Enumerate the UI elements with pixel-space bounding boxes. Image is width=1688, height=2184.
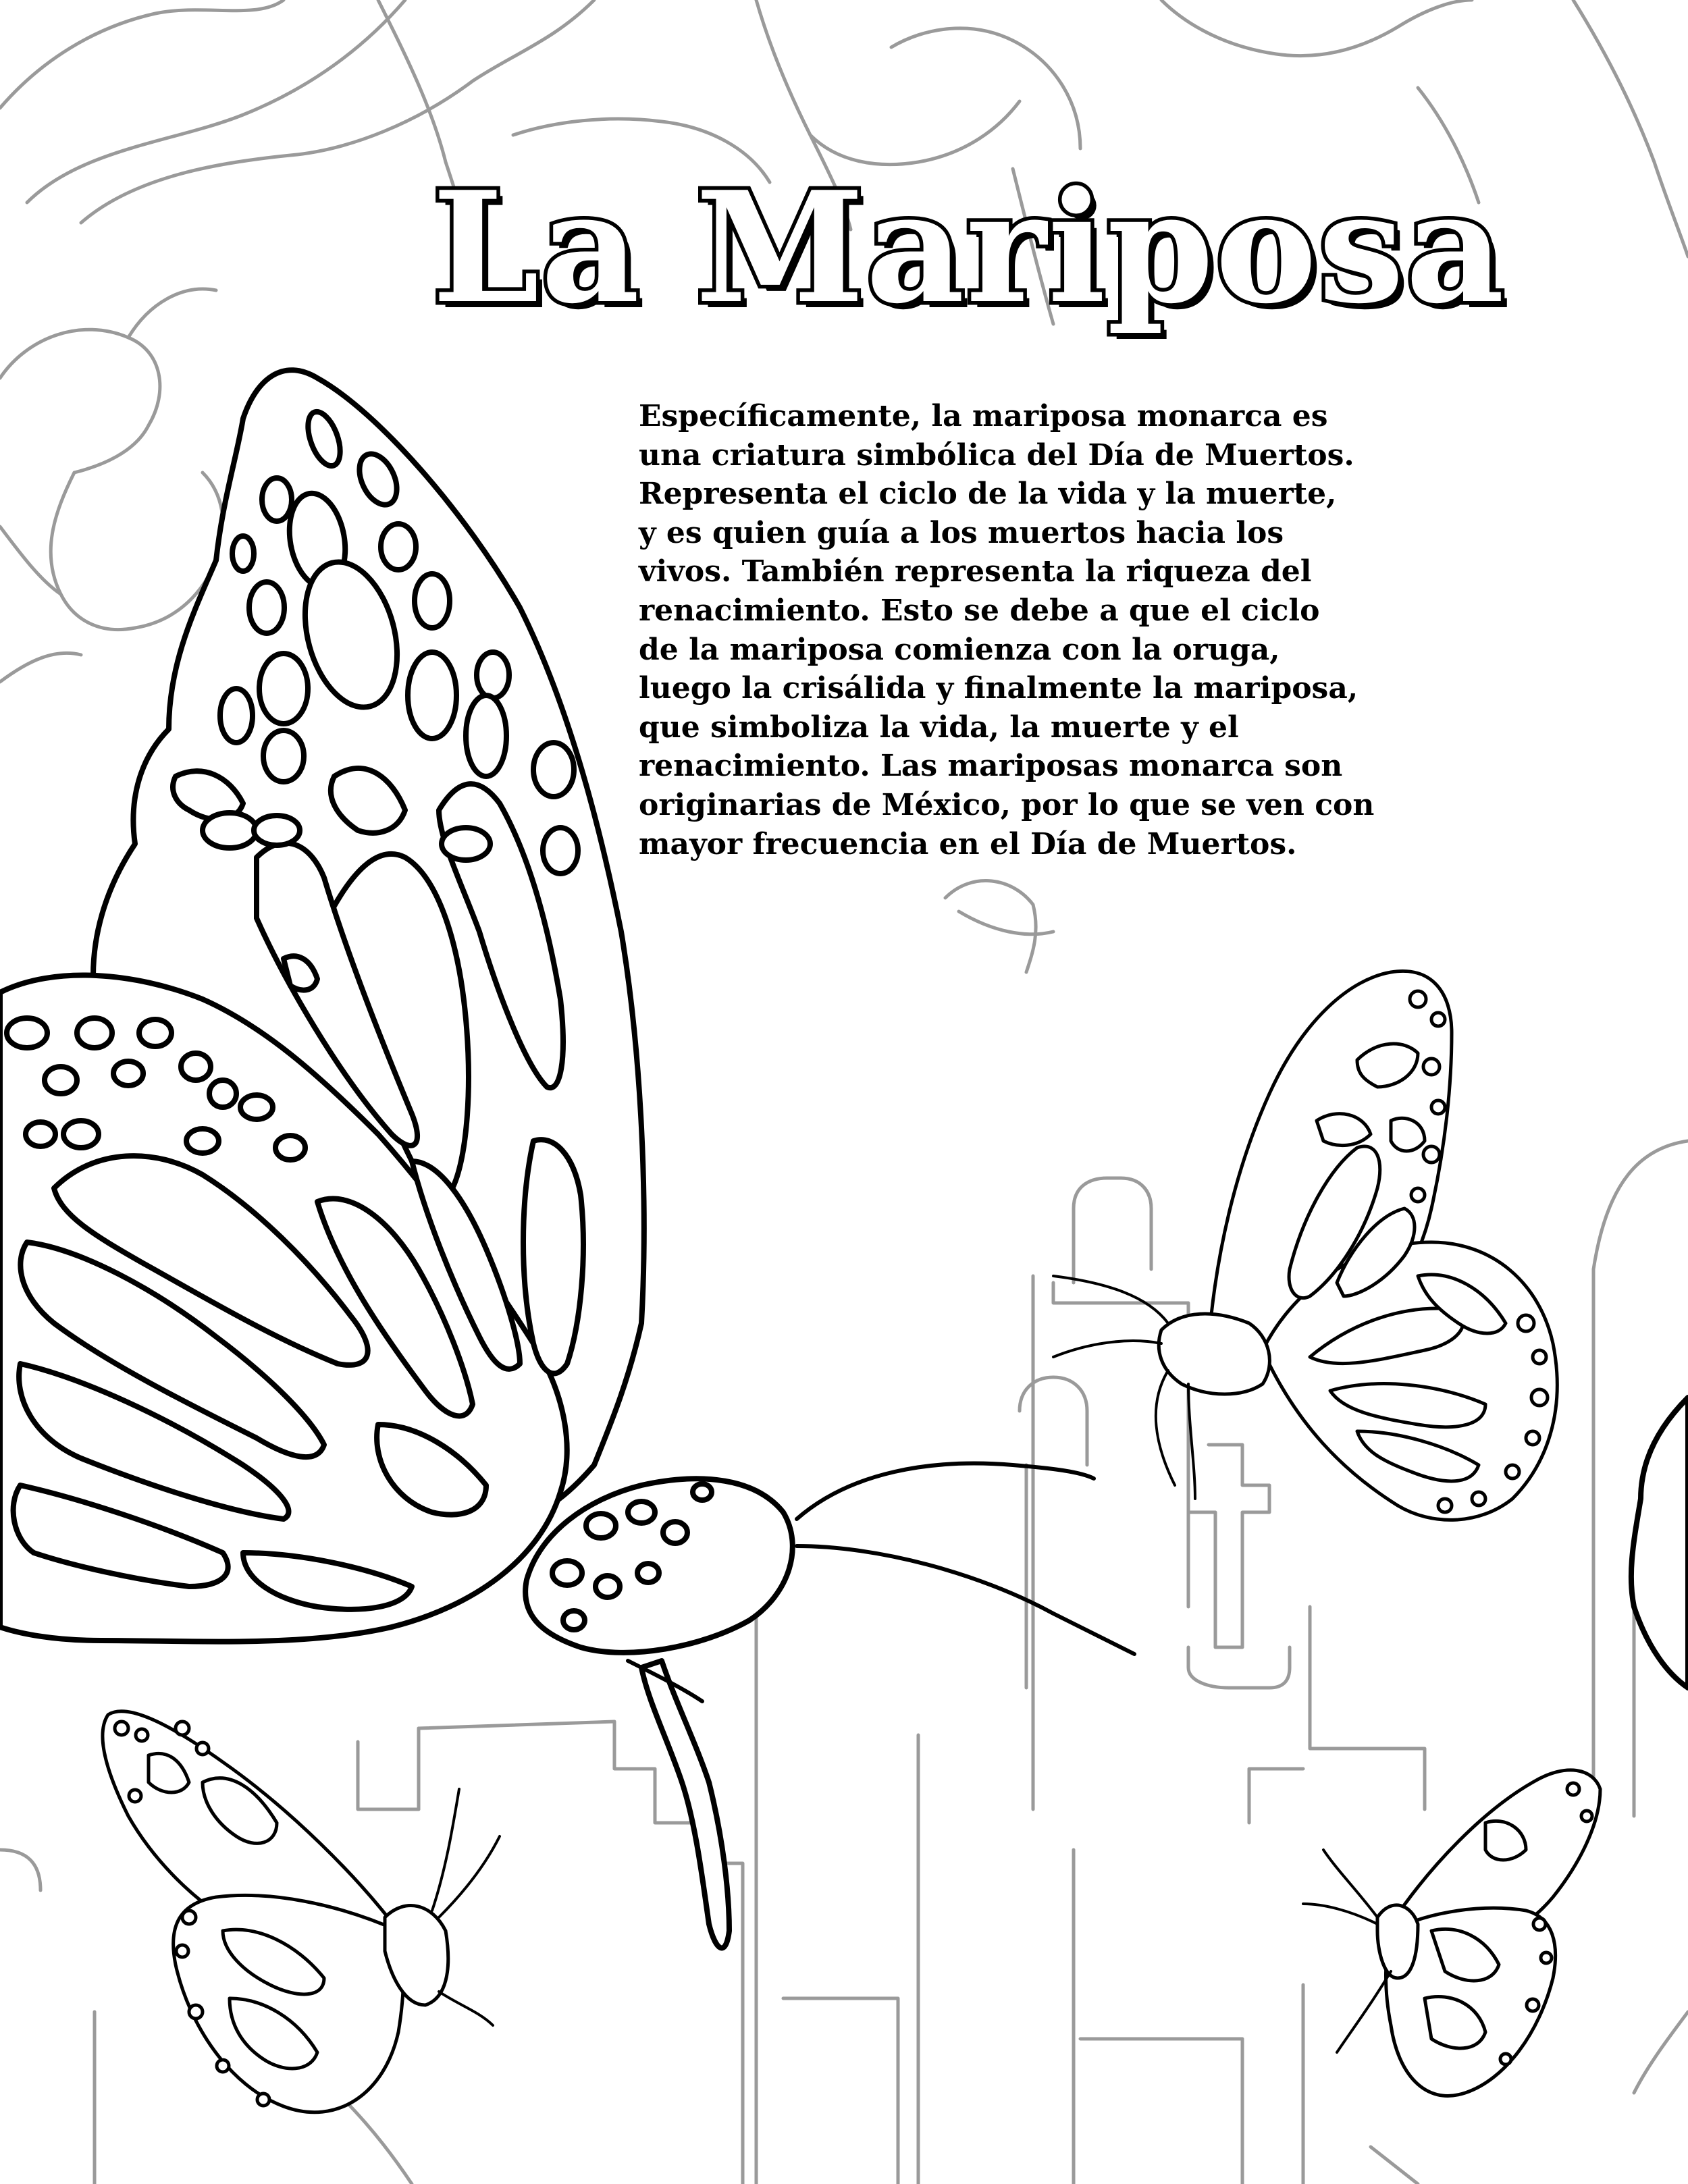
description-line: y es quien guía a los muertos hacia los (639, 515, 1284, 550)
description-line: vivos. También representa la riqueza del (639, 554, 1312, 589)
description-line: Representa el ciclo de la vida y la muerte, (639, 477, 1337, 512)
description-text (639, 397, 1489, 863)
description-line: originarias de México, por lo que se ven con (639, 787, 1375, 822)
description-line: mayor frecuencia en el Día de Muertos. (639, 826, 1297, 861)
small-butterfly-left-icon (103, 1711, 500, 2112)
description-line: Específicamente, la mariposa monarca es (639, 399, 1328, 433)
partial-wing-icon (1631, 1397, 1688, 1688)
small-butterfly-right-icon (1303, 1770, 1600, 2096)
right-monarch-butterfly-icon (1053, 971, 1557, 1520)
page-title: La Mariposa (432, 159, 1506, 338)
description-line: renacimiento. Las mariposas monarca son (639, 749, 1343, 784)
description-line: renacimiento. Esto se debe a que el ciclo (639, 593, 1320, 628)
description-line: de la mariposa comienza con la oruga, (639, 632, 1280, 667)
description-line: luego la crisálida y finalmente la mariposa, (639, 671, 1359, 706)
description-line: una criatura simbólica del Día de Muertos. (639, 437, 1354, 473)
description-line: que simboliza la vida, la muerte y el (639, 710, 1239, 745)
